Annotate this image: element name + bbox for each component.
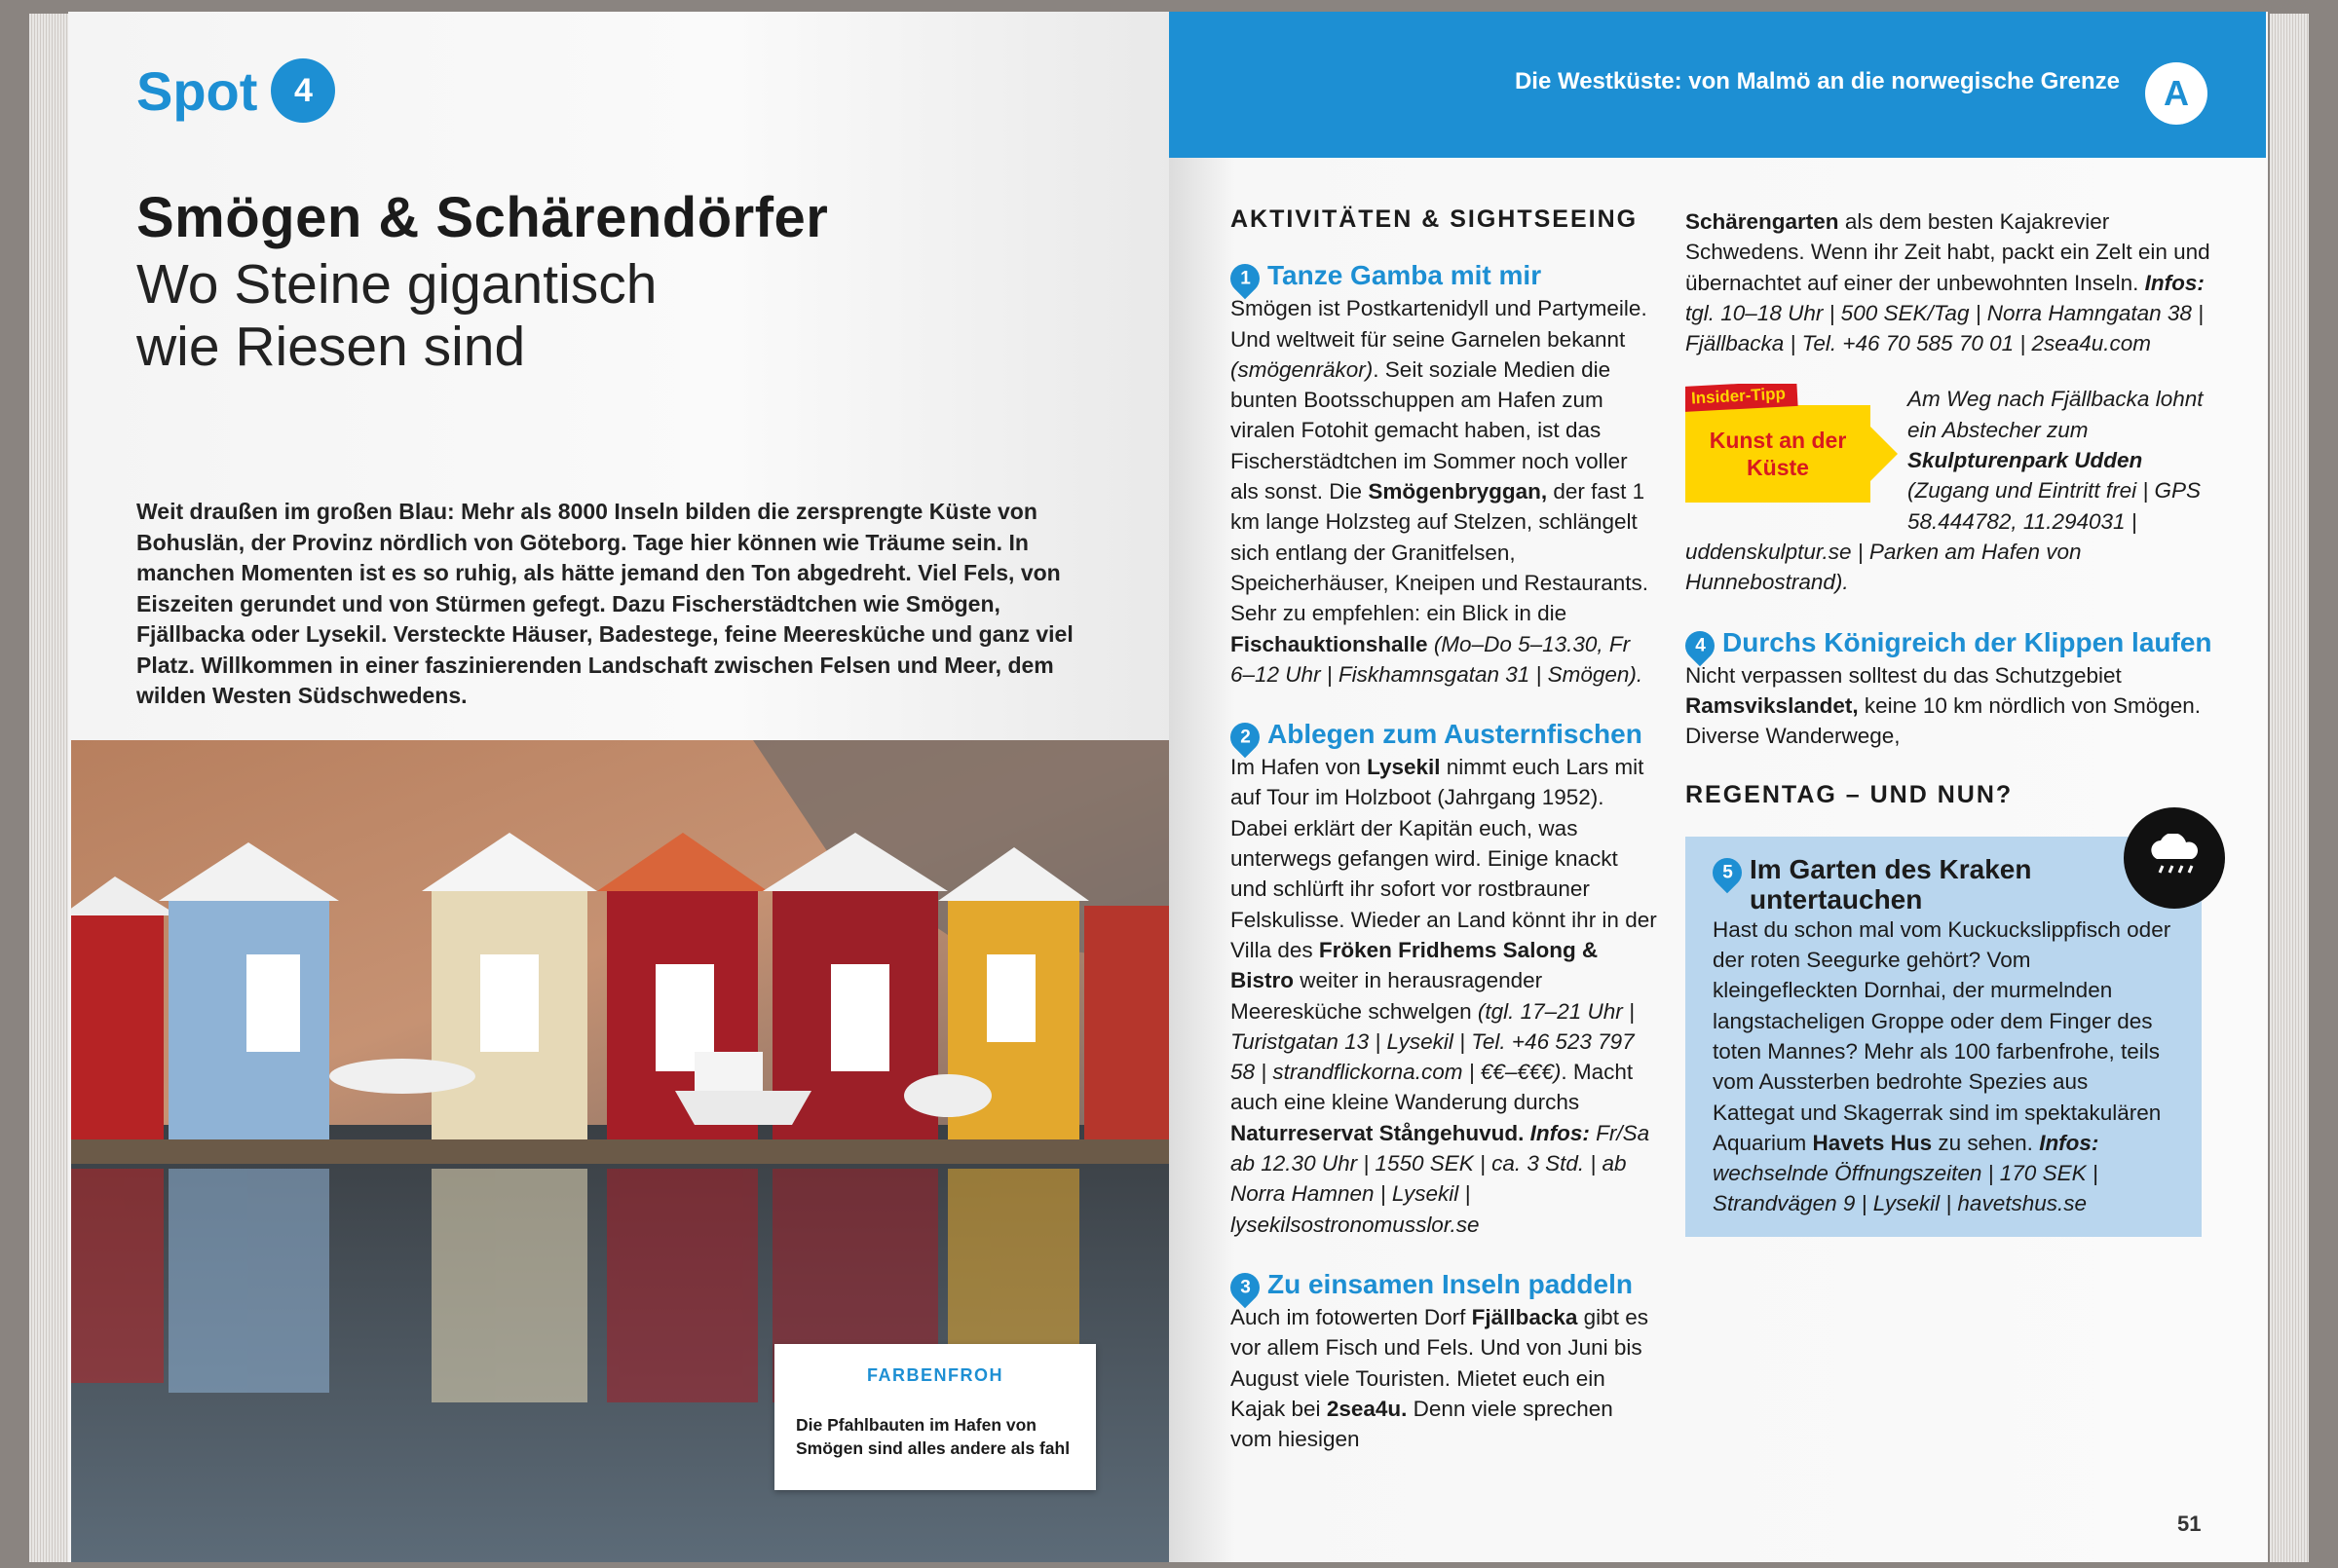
chapter-header	[1169, 12, 2266, 158]
subtitle-line: wie Riesen sind	[136, 316, 526, 378]
pin-number: 4	[1694, 635, 1706, 656]
chapter-badge: A	[2145, 62, 2207, 125]
insider-tag: Insider-Tipp	[1685, 384, 1798, 412]
rain-cloud-icon	[2124, 807, 2225, 909]
text-segment: . Seit soziale Medien die bunten Bootsschuppen am Hafen zum viralen Fotohit gemacht haben, ist das Fischerstädtchen im Sommer noch voller als sonst. Die	[1230, 356, 1628, 504]
activity-item	[1230, 260, 1659, 690]
text-segment: Infos:	[2144, 270, 2205, 295]
activity-item	[1230, 719, 1659, 1240]
text-segment: Fr/Sa ab 12.30 Uhr | 1550 SEK | ca. 3 Std. | ab Norra Hamnen | Lysekil | lysekilsostronomusslor.se	[1230, 1120, 1650, 1237]
column-2	[1685, 206, 2216, 1237]
item-title: Zu einsamen Inseln paddeln	[1267, 1268, 1633, 1299]
text-segment: nimmt euch Lars mit auf Tour im Holzboot (Jahrgang 1952). Dabei erklärt der Kapitän euch, was unterwegs gefangen wird. Einige knackt und schlürft ihr sofort vor rostbrauner Felskulisse. Wieder an Land könnt ihr in der Villa des	[1230, 755, 1657, 962]
text-segment: wechselnde Öffnungszeiten | 170 SEK | Strandvägen 9 | Lysekil | havetshus.se	[1713, 1161, 2098, 1216]
text-segment: gibt es vor allem Fisch und Fels. Und von Juni bis August viele Touristen. Mietet euch ein Kajak bei	[1230, 1304, 1648, 1421]
text-segment: Fröken Fridhems Salong & Bistro	[1230, 937, 1599, 993]
text-segment: tgl. 10–18 Uhr | 500 SEK/Tag | Norra Hamngatan 38 | Fjällbacka | Tel. +46 70 585 70 01 | 2sea4u.com	[1685, 300, 2205, 356]
item-heading	[1685, 627, 2216, 660]
text-segment: . Macht auch eine kleine Wanderung durchs	[1230, 1060, 1634, 1115]
text-segment: keine 10 km nördlich von Smögen. Diverse Wanderwege,	[1685, 692, 2202, 749]
pin-number: 3	[1239, 1277, 1251, 1298]
text-segment: weiter in herausragender Meeresküche schwelgen	[1230, 968, 1543, 1024]
item-title: Im Garten des Kraken untertauchen	[1750, 853, 2032, 915]
harbor-photo	[71, 740, 1171, 1562]
text-segment: der fast 1 km lange Holzsteg auf Stelzen, schlängelt sich entlang der Granitfelsen, Speicherhäuser, Kneipen und Restaurants. Sehr zu empfehlen: ein Blick in die	[1230, 479, 1649, 626]
activity-item	[1230, 1269, 1659, 1454]
text-segment: Auch im fotowerten Dorf	[1230, 1304, 1472, 1329]
spot-number: 4	[271, 58, 335, 123]
text-segment: Fischauktionshalle	[1230, 631, 1428, 656]
text-segment: Infos:	[2039, 1130, 2099, 1155]
item-title: Durchs Königreich der Klippen laufen	[1722, 626, 2212, 657]
caption-text: Die Pfahlbauten im Hafen von Smögen sind alles andere als fahl	[796, 1415, 1071, 1458]
text-segment: Havets Hus	[1812, 1130, 1933, 1155]
text-segment: (smögenräkor)	[1230, 356, 1374, 382]
pin-number: 1	[1239, 268, 1251, 289]
text-segment: Denn viele sprechen vom hiesigen	[1230, 1396, 1613, 1452]
text-segment: (Mo–Do 5–13.30, Fr 6–12 Uhr | Fiskhamnsgatan 31 | Smögen).	[1230, 631, 1643, 687]
item-text	[1685, 660, 2216, 752]
insider-title: Kunst an der Küste	[1685, 405, 1870, 503]
item-text	[1230, 752, 1659, 1240]
rain-heading: REGENTAG – UND NUN?	[1685, 781, 2014, 809]
left-page	[68, 12, 1171, 1562]
spacer	[1685, 598, 2216, 627]
right-page	[1169, 12, 2268, 1562]
text-segment: Fjällbacka	[1471, 1304, 1578, 1329]
subtitle-line: Wo Steine gigantisch	[136, 253, 658, 316]
book-edge-left	[29, 14, 68, 1562]
rain-day-box	[1685, 837, 2202, 1237]
text-segment: Smögen ist Postkartenidyll und Partymeile. Und weltweit für seine Garnelen bekannt	[1230, 296, 1647, 352]
text-segment: Lysekil	[1367, 755, 1441, 780]
activity-item	[1685, 627, 2216, 752]
item-heading	[1713, 854, 2174, 915]
caption-heading: FARBENFROH	[867, 1365, 1003, 1385]
rain-item	[1713, 854, 2174, 1219]
text-segment: Am Weg nach Fjällbacka lohnt ein Abstecher zum	[1907, 387, 2204, 442]
spot-label: Spot	[136, 59, 258, 122]
map-pin-icon	[1707, 852, 1748, 893]
text-segment: Naturreservat Stångehuvud.	[1230, 1120, 1525, 1145]
text-segment: Hast du schon mal vom Kuckuckslippfisch oder der roten Seegurke gehört? Vom kleingefleckten Dornhai, der murmelnden langstacheligen Groppe oder dem Finger des toten Mannes? Mehr als 100 farbenfrohe, teils vom Aussterben bedrohte Spezies aus Kattegat und Skagerrak sind im spektakulären Aquarium	[1713, 916, 2171, 1155]
text-segment: Nicht verpassen solltest du das Schutzgebiet	[1685, 662, 2122, 688]
text-segment: Im Hafen von	[1230, 755, 1368, 780]
page-title: Smögen & Schärendörfer	[136, 186, 829, 249]
pin-number: 2	[1239, 727, 1251, 748]
text-segment: Schärengarten	[1685, 209, 1839, 234]
pin-number: 5	[1721, 862, 1733, 883]
book-edge-right	[2270, 14, 2309, 1562]
text-segment: Ramsvikslandet,	[1685, 692, 1859, 718]
item-heading	[1230, 719, 1659, 752]
insider-badge	[1685, 384, 1907, 510]
chapter-title: Die Westküste: von Malmö an die norwegische Grenze	[1514, 68, 2120, 94]
text-segment: Smögenbryggan,	[1368, 479, 1548, 504]
text-segment: als dem besten Kajakrevier Schwedens. Wenn ihr Zeit habt, packt ein Zelt ein und übernachtet auf einer der unbewohnten Inseln.	[1685, 209, 2210, 295]
item-heading	[1230, 260, 1659, 293]
intro-paragraph: Weit draußen im großen Blau: Mehr als 8000 Inseln bilden die zersprengte Küste von Bohuslän, der Provinz nördlich von Göteborg. Tage hier können wie Träume sein. In manchen Momenten ist es so ruhig, als hätte jemand den Ton abgedreht. Viel Fels, von Eiszeiten gerundet und von Stürmen gefegt. Dazu Fischerstädtchen wie Smögen, Fjällbacka oder Lysekil. Versteckte Häuser, Badestege, feine Meeresküche und ganz viel Platz. Willkommen in einer faszinierenden Landschaft zwischen Felsen und Meer, dem wilden Westen Südschwedens.	[136, 499, 1074, 708]
item-text	[1713, 915, 2174, 1219]
text-segment: Skulpturenpark Udden	[1907, 448, 2143, 473]
item-title: Tanze Gamba mit mir	[1267, 260, 1542, 291]
item-3-continuation	[1685, 206, 2216, 358]
page-number: 51	[2177, 1512, 2202, 1536]
item-text	[1230, 293, 1659, 690]
text-segment: (tgl. 17–21 Uhr | Turistgatan 13 | Lysekil | Tel. +46 523 797 58 | strandflickorna.com | €€–€€€)	[1230, 998, 1635, 1085]
text-segment: Infos:	[1529, 1120, 1590, 1145]
text-segment: (Zugang und Eintritt frei | GPS 58.444782, 11.294031 | uddenskulptur.se | Parken am Hafen von Hunnebostrand).	[1685, 478, 2201, 595]
item-text	[1230, 1302, 1659, 1454]
section-heading: AKTIVITÄTEN & SIGHTSEEING	[1230, 205, 1639, 233]
item-title: Ablegen zum Austernfischen	[1267, 719, 1642, 750]
photo-caption	[774, 1344, 1096, 1490]
spot-badge	[136, 58, 335, 123]
column-1	[1230, 205, 1659, 1483]
insider-tip	[1685, 384, 2216, 597]
text-segment: 2sea4u.	[1326, 1396, 1408, 1421]
item-heading	[1230, 1269, 1659, 1302]
text-segment: zu sehen.	[1932, 1130, 2040, 1155]
page-subtitle	[136, 253, 657, 378]
